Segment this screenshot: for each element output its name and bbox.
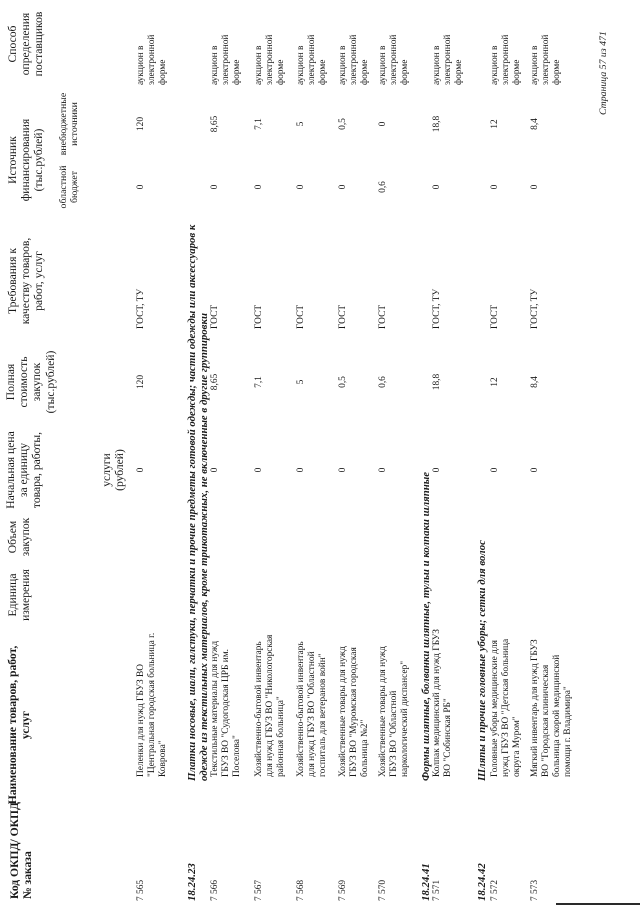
row-extrabudget: 12 — [490, 119, 500, 129]
row-method: аукцион в электронной форме — [338, 34, 370, 85]
header-start-price-unit: услуги (рублей) — [100, 449, 127, 491]
row-total: 7,1 — [254, 376, 264, 388]
row-price: 0 — [210, 467, 220, 473]
row-requirements: ГОСТ — [338, 304, 348, 329]
row-budget: 0 — [432, 184, 442, 190]
row-total: 18,8 — [432, 373, 442, 391]
row-extrabudget: 5 — [296, 121, 306, 127]
row-budget: 0 — [210, 184, 220, 190]
row-requirements: ГОСТ, ТУ — [432, 288, 442, 329]
row-name: Хозяйственные товары для нужд ГБУЗ ВО "Областной наркологический диспансер" — [378, 646, 410, 777]
row-total: 12 — [490, 377, 500, 387]
group-title: Формы шляпные, болванки шляпные, тульи и колпаки шляпные — [420, 471, 432, 781]
header-unit: Единица измерения — [6, 569, 33, 621]
row-budget: 0 — [296, 184, 306, 190]
row-extrabudget: 0,5 — [338, 118, 348, 130]
row-requirements: ГОСТ — [210, 304, 220, 329]
header-requirements: Требования к качеству товаров, работ, услуг — [6, 237, 46, 325]
row-method: аукцион в электронной форме — [254, 34, 286, 85]
row-price: 0 — [530, 467, 540, 473]
row-budget: 0 — [254, 184, 264, 190]
row-price: 0 — [338, 467, 348, 473]
row-method: аукцион в электронной форме — [530, 34, 562, 85]
row-price: 0 — [254, 467, 264, 473]
row-extrabudget: 7,1 — [254, 118, 264, 130]
row-total: 5 — [296, 379, 306, 385]
header-start-price: Начальная цена за единицу товара, работы, — [4, 431, 44, 509]
group-code: 18.24.41 — [420, 863, 432, 901]
header-volume: Объем закупок — [6, 517, 33, 557]
row-budget: 0 — [338, 184, 348, 190]
row-method: аукцион в электронной форме — [378, 34, 410, 85]
header-name: Наименование товаров, работ, услуг — [6, 645, 33, 805]
row-name: Колпак медицинский для нужд ГБУЗ ВО "Собинская РБ" — [432, 629, 453, 777]
row-price: 0 — [490, 467, 500, 473]
row-name: Хозяйственно-бытовой инвентарь для нужд ГБУЗ ВО "Никологорская районная больница" — [254, 634, 286, 777]
row-method: аукцион в электронной форме — [490, 34, 522, 85]
row-extrabudget: 120 — [136, 116, 146, 132]
row-name: Текстильные материалы для нужд ГБУЗ ВО "Судогодская ЦРБ им. Поселова" — [210, 640, 242, 777]
row-method: аукцион в электронной форме — [432, 34, 464, 85]
row-price: 0 — [378, 467, 388, 473]
header-method: Способ определения поставщиков — [6, 11, 46, 77]
row-extrabudget: 0 — [378, 121, 388, 127]
page-number: Страница 57 из 471 — [598, 31, 609, 115]
row-budget: 0 — [530, 184, 540, 190]
row-code: 7 573 — [530, 879, 540, 901]
row-code: 7 568 — [296, 879, 306, 901]
group-code: 18.24.42 — [476, 863, 488, 901]
row-name: Мягкий инвентарь для нужд ГБУЗ ВО "Городская клиническая больница скорой медицинской помощи г. Владимира" — [530, 639, 573, 777]
row-method: аукцион в электронной форме — [136, 34, 168, 85]
row-price: 0 — [432, 467, 442, 473]
row-code: 7 565 — [136, 879, 146, 901]
row-requirements: ГОСТ — [254, 304, 264, 329]
row-price: 0 — [296, 467, 306, 473]
row-code: 7 572 — [490, 879, 500, 901]
header-full-cost: Полная стоимость закупок (тыс.рублей) — [4, 350, 57, 414]
row-budget: 0,6 — [378, 181, 388, 193]
row-requirements: ГОСТ — [296, 304, 306, 329]
row-method: аукцион в электронной форме — [296, 34, 328, 85]
row-code: 7 567 — [254, 879, 264, 901]
group-code: 18.24.23 — [186, 863, 198, 901]
group-title: Платки носовые, шали, галстуки, перчатки и прочие предметы готовой одежды; части одежды или аксессуаров к одежде из текстильных материалов, кроме трикотажных, не включенные в другие группировки — [186, 224, 211, 781]
row-method: аукцион в электронной форме — [210, 34, 242, 85]
row-extrabudget: 8,65 — [210, 115, 220, 133]
row-total: 8,65 — [210, 373, 220, 391]
row-total: 8,4 — [530, 376, 540, 388]
row-requirements: ГОСТ, ТУ — [136, 288, 146, 329]
row-code: 7 571 — [432, 879, 442, 901]
row-name: Хозяйственно-бытовой инвентарь для нужд ГБУЗ ВО "Областной госпиталь для ветеранов войн" — [296, 641, 328, 777]
row-budget: 0 — [136, 184, 146, 190]
row-total: 0,6 — [378, 376, 388, 388]
header-code: Код ОКПД/ ОКПД № заказа — [8, 801, 35, 899]
row-name: Хозяйственные товары для нужд ГБУЗ ВО "Муромская городская больница №2" — [338, 646, 370, 777]
row-requirements: ГОСТ — [378, 304, 388, 329]
row-code: 7 566 — [210, 879, 220, 901]
row-total: 120 — [136, 374, 146, 390]
row-requirements: ГОСТ — [490, 304, 500, 329]
row-extrabudget: 8,4 — [530, 118, 540, 130]
group-title: Шляпы и прочие головные уборы; сетки для волос — [476, 540, 488, 781]
row-extrabudget: 18,8 — [432, 115, 442, 133]
header-extrabudget: внебюджетные источники — [58, 92, 81, 156]
row-code: 7 570 — [378, 879, 388, 901]
row-total: 0,5 — [338, 376, 348, 388]
header-financing: Источник финансирования (тыс.рублей) — [6, 118, 46, 202]
row-name: Головные уборы медицинские для нужд ГБУЗ ВО "Детская больница округа Муром" — [490, 638, 522, 777]
row-code: 7 569 — [338, 879, 348, 901]
header-regional-budget: областной бюджет — [58, 165, 81, 209]
row-name: Пеленки для нужд ГБУЗ ВО "Центральная городская больница г. Коврова" — [136, 632, 168, 777]
row-requirements: ГОСТ, ТУ — [530, 288, 540, 329]
row-price: 0 — [136, 467, 146, 473]
row-budget: 0 — [490, 184, 500, 190]
